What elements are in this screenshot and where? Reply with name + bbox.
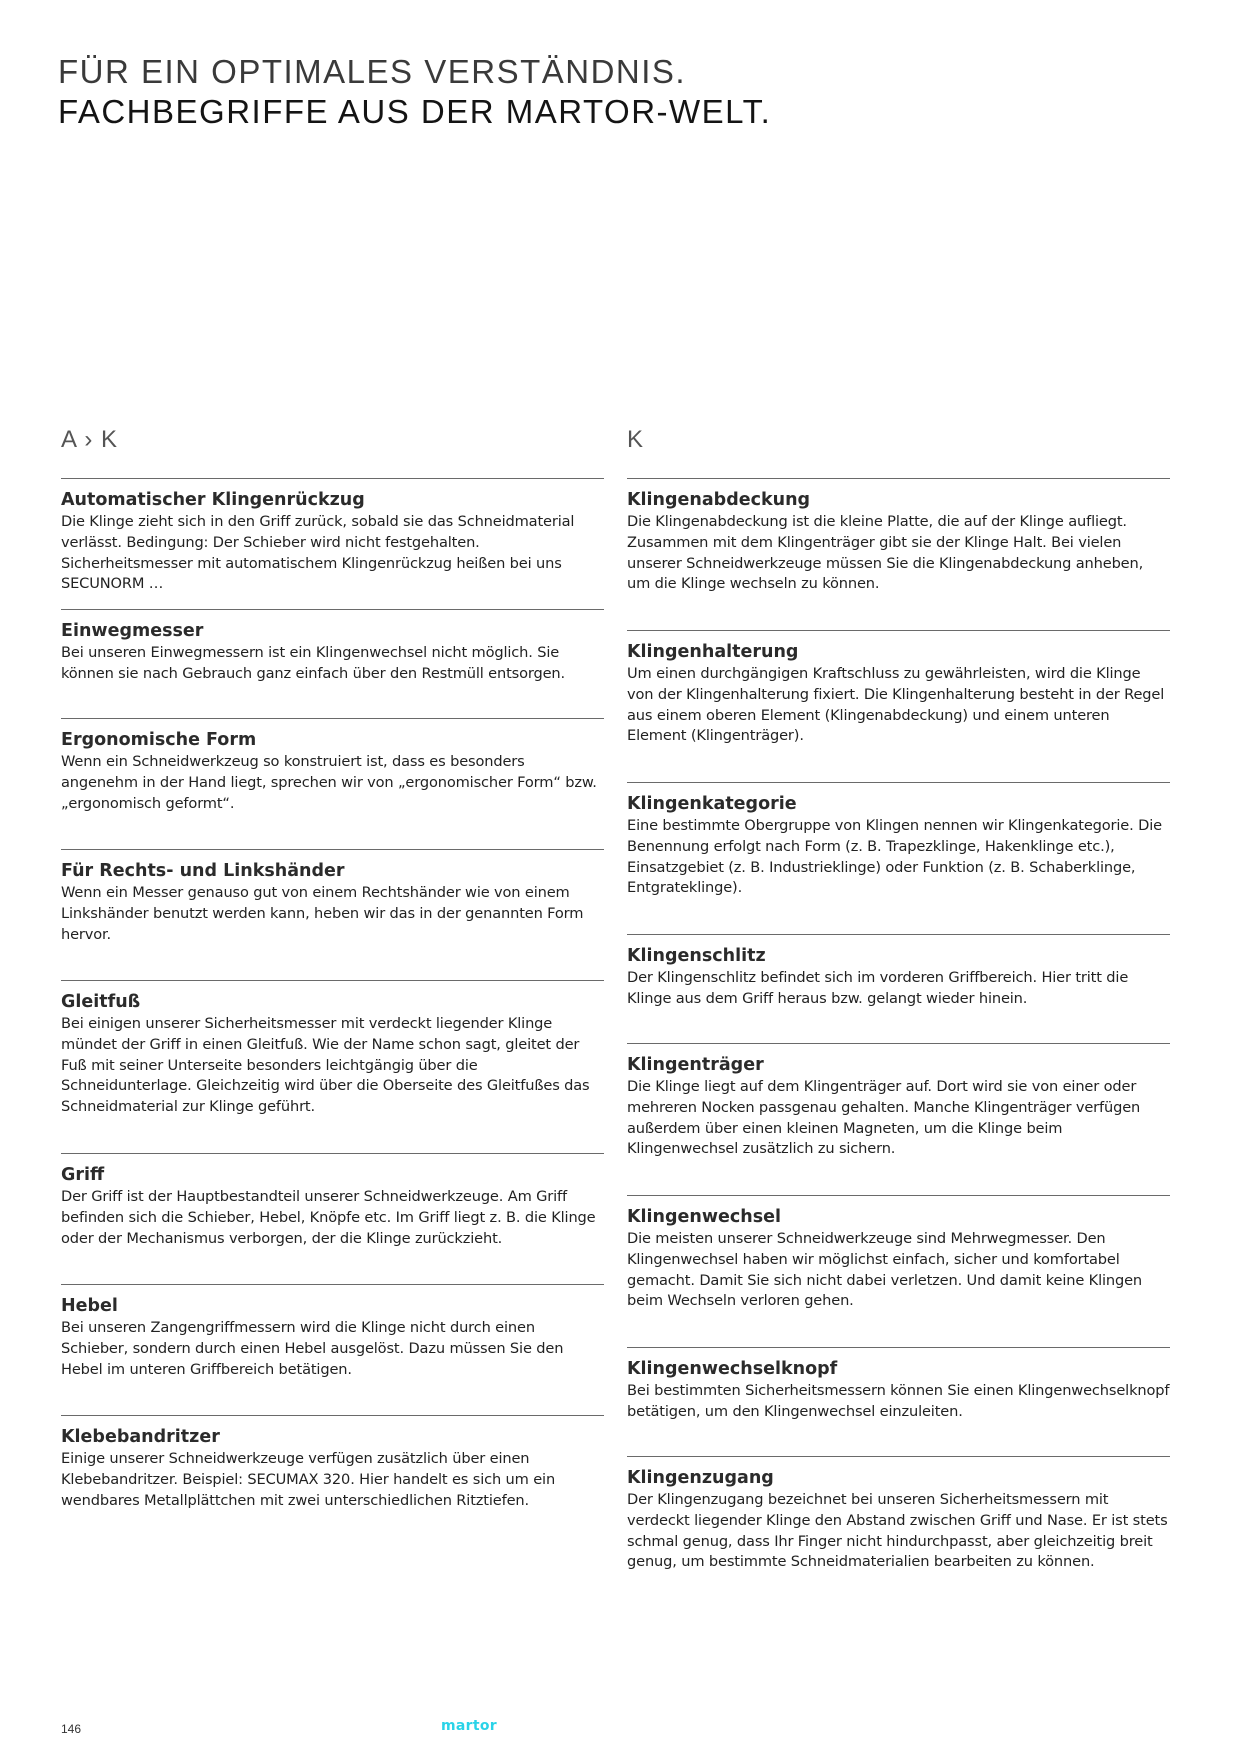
entry-title: Griff xyxy=(61,1165,105,1185)
entry-text: Die Klinge liegt auf dem Klingenträger auf. Dort wird sie von einer oder mehreren Nocken passgenau gehalten. Manche Klingenträger verfügen außerdem über einen kleinen Magneten, um die Klinge beim Klingenwechsel zusätzlich zu sichern. xyxy=(627,1078,1141,1158)
entry-title: Klingenwechselknopf xyxy=(627,1359,838,1379)
entry-text: Wenn ein Schneidwerkzeug so konstruiert ist, dass es besonders angenehm in der Hand liegt, sprechen wir von „ergonomischer Form“ bzw. „ergonomisch geformt“. xyxy=(61,753,597,812)
entry-title: Ergonomische Form xyxy=(61,730,257,750)
glossary-column-right xyxy=(627,426,1170,1608)
entry-title: Klebebandritzer xyxy=(61,1427,220,1447)
glossary-entry xyxy=(627,478,1170,630)
entry-text: Bei einigen unserer Sicherheitsmesser mit verdeckt liegender Klinge mündet der Griff in einen Gleitfuß. Wie der Name schon sagt, gleitet der Fuß mit seiner Unterseite besonders leichtgängig über die Schneidunterlage. Gleichzeitig wird über die Oberseite des Gleitfußes das Schneidmaterial zur Klinge geführt. xyxy=(61,1015,590,1116)
brand-logo: martor xyxy=(441,1718,497,1734)
entry-title: Klingenkategorie xyxy=(627,794,797,814)
entry-title: Automatischer Klingenrückzug xyxy=(61,490,365,510)
entry-title: Klingenzugang xyxy=(627,1468,774,1488)
entry-title: Einwegmesser xyxy=(61,621,204,641)
entry-title: Klingenträger xyxy=(627,1055,764,1075)
entry-text: Die Klingenabdeckung ist die kleine Platte, die auf der Klinge aufliegt. Zusammen mit dem Klingenträger gibt sie der Klinge Halt. Bei vielen unserer Schneidwerkzeuge müssen Sie die Klingenabdeckung anheben, um die Klinge wechseln zu können. xyxy=(627,513,1144,593)
glossary-entry xyxy=(627,1347,1170,1456)
entry-text: Bei unseren Zangengriffmessern wird die Klinge nicht durch einen Schieber, sondern durch einen Hebel ausgelöst. Dazu müssen Sie den Hebel im unteren Griffbereich betätigen. xyxy=(61,1319,564,1378)
glossary-entry xyxy=(61,718,604,849)
entry-text: Um einen durchgängigen Kraftschluss zu gewährleisten, wird die Klinge von der Klingenhalterung fixiert. Die Klingenhalterung besteht in der Regel aus einem oberen Element (Klingenabdeckung) und einem unteren Element (Klingenträger). xyxy=(627,665,1165,745)
entry-text: Der Griff ist der Hauptbestandteil unserer Schneidwerkzeuge. Am Griff befinden sich die Schieber, Hebel, Knöpfe etc. Im Griff liegt z. B. die Klinge oder der Mechanismus verborgen, der die Klinge zurückzieht. xyxy=(61,1188,596,1247)
entry-title: Klingenabdeckung xyxy=(627,490,811,510)
glossary-entry xyxy=(61,849,604,980)
glossary-entry xyxy=(627,1456,1170,1608)
entry-title: Klingenhalterung xyxy=(627,642,799,662)
entry-text: Einige unserer Schneidwerkzeuge verfügen zusätzlich über einen Klebebandritzer. Beispiel: SECUMAX 320. Hier handelt es sich um ein wendbares Metallplättchen mit zwei unterschiedlichen Ritztiefen. xyxy=(61,1450,556,1509)
column-heading: K xyxy=(627,426,645,453)
entry-title: Klingenschlitz xyxy=(627,946,766,966)
entry-text: Eine bestimmte Obergruppe von Klingen nennen wir Klingenkategorie. Die Benennung erfolgt nach Form (z. B. Trapezklinge, Hakenklinge etc.), Einsatzgebiet (z. B. Industrieklinge) oder Funktion (z. B. Schaberklinge, Entgrateklinge). xyxy=(627,817,1162,897)
glossary-entry xyxy=(61,1415,604,1546)
page-number: 146 xyxy=(61,1722,82,1736)
glossary-entry xyxy=(61,1153,604,1284)
entry-title: Klingenwechsel xyxy=(627,1207,782,1227)
entry-text: Wenn ein Messer genauso gut von einem Rechtshänder wie von einem Linkshänder benutzt werden kann, heben wir das in der genannten Form hervor. xyxy=(61,884,584,943)
column-heading: A › K xyxy=(61,426,119,453)
entry-text: Der Klingenschlitz befindet sich im vorderen Griffbereich. Hier tritt die Klinge aus dem Griff heraus bzw. gelangt wieder hinein. xyxy=(627,969,1129,1007)
glossary-entry xyxy=(61,1284,604,1415)
glossary-entry xyxy=(627,934,1170,1043)
title-line-2: FACHBEGRIFFE AUS DER MARTOR-WELT. xyxy=(58,93,772,130)
glossary-entry xyxy=(627,782,1170,934)
page-title xyxy=(58,52,771,132)
entry-text: Die meisten unserer Schneidwerkzeuge sind Mehrwegmesser. Den Klingenwechsel haben wir möglichst einfach, sicher und komfortabel gemacht. Damit Sie sich nicht dabei verletzen. Und damit keine Klingen beim Wechseln verloren gehen. xyxy=(627,1230,1143,1310)
glossary-entry xyxy=(61,478,604,609)
entry-title: Für Rechts- und Linkshänder xyxy=(61,861,345,881)
entry-text: Der Klingenzugang bezeichnet bei unseren Sicherheitsmessern mit verdeckt liegender Klinge den Abstand zwischen Griff und Nase. Er ist stets schmal genug, dass Ihr Finger nicht hindurchpasst, aber gleichzeitig breit genug, um bestimmte Schneidmaterialien bearbeiten zu können. xyxy=(627,1491,1168,1571)
glossary-entry xyxy=(61,980,604,1153)
entry-text: Die Klinge zieht sich in den Griff zurück, sobald sie das Schneidmaterial verlässt. Bedingung: Der Schieber wird nicht festgehalten. Sicherheitsmesser mit automatischem Klingenrückzug heißen bei uns SECUNORM … xyxy=(61,513,575,593)
glossary-entry xyxy=(627,630,1170,782)
glossary-entry xyxy=(61,609,604,718)
entry-text: Bei unseren Einwegmessern ist ein Klingenwechsel nicht möglich. Sie können sie nach Gebrauch ganz einfach über den Restmüll entsorgen. xyxy=(61,644,566,682)
entry-title: Gleitfuß xyxy=(61,992,141,1012)
glossary-column-left xyxy=(61,426,604,1546)
entry-text: Bei bestimmten Sicherheitsmessern können Sie einen Klingenwechselknopf betätigen, um den Klingenwechsel einzuleiten. xyxy=(627,1382,1170,1420)
title-line-1: FÜR EIN OPTIMALES VERSTÄNDNIS. xyxy=(58,53,687,90)
glossary-entry xyxy=(627,1043,1170,1195)
entry-title: Hebel xyxy=(61,1296,118,1316)
glossary-entry xyxy=(627,1195,1170,1347)
